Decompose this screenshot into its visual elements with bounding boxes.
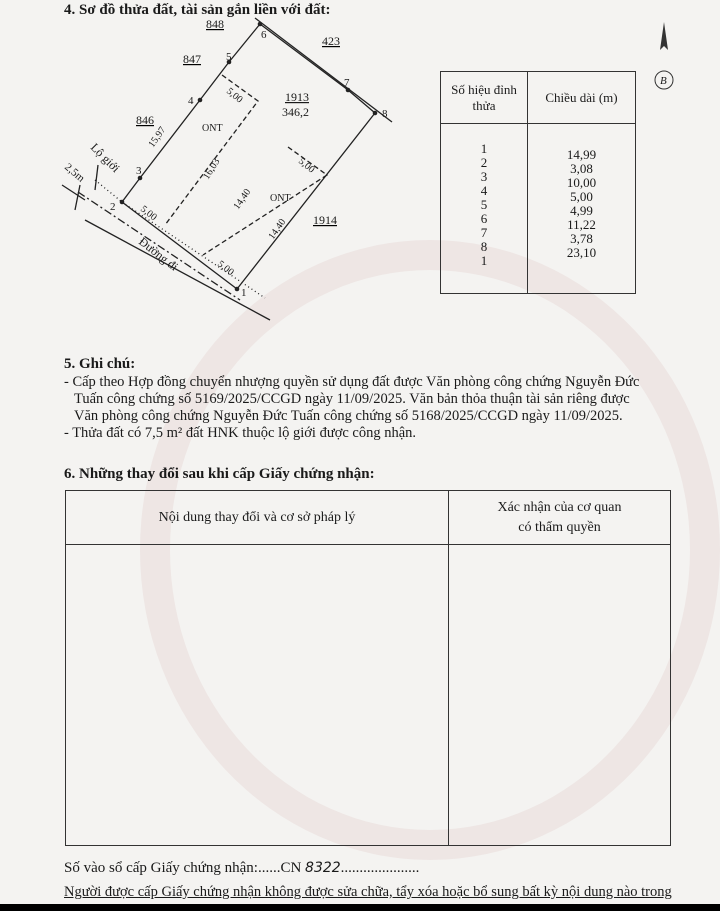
point-1: 1 — [241, 287, 247, 299]
notes — [64, 374, 704, 442]
length-cell: 5,00 — [570, 189, 593, 204]
length-cell: 3,08 — [570, 161, 593, 176]
point-6: 6 — [261, 29, 267, 41]
vertex-cell: 6 — [480, 211, 488, 226]
neighbor-847: 847 — [183, 52, 201, 66]
lo-gioi-label: Lộ giới — [87, 140, 123, 176]
segment-length-table — [440, 71, 636, 294]
length-cell: 3,78 — [570, 231, 593, 246]
vertex-cell: 3 — [480, 169, 488, 184]
length-cell: 10,00 — [566, 175, 597, 190]
vertex-cell: 1 — [480, 141, 488, 156]
dim-5-c: 5,00 — [138, 203, 159, 224]
neighbor-423: 423 — [322, 34, 340, 48]
register-label: Số vào sổ cấp Giấy chứng nhận: — [64, 860, 258, 876]
vertex-cell: 7 — [480, 225, 488, 240]
road-edge — [85, 220, 270, 320]
changes-cell[interactable] — [66, 545, 449, 846]
dim-14-40-b: 14,40 — [266, 216, 289, 242]
point-4: 4 — [188, 95, 194, 107]
note-line: - Cấp theo Hợp đồng chuyển nhượng quyền sử dụng đất được Văn phòng công chứng Nguyễn Đức — [64, 374, 640, 390]
road-label: Đường đi — [136, 234, 181, 274]
land-type-1: ONT — [202, 123, 223, 134]
length-cell: 11,22 — [567, 217, 596, 232]
register-prefix: CN — [280, 860, 302, 876]
land-type-2: ONT — [270, 193, 291, 204]
point-7: 7 — [344, 77, 350, 89]
dim-14-40-a: 14,40 — [231, 186, 254, 212]
parcel-number: 1913 — [285, 90, 309, 104]
col-changes: Nội dung thay đổi và cơ sở pháp lý — [66, 491, 449, 545]
dim-15-97: 15,97 — [146, 124, 169, 150]
header-length: Chiều dài (m) — [545, 89, 618, 105]
point-8: 8 — [382, 108, 388, 120]
neighbor-848: 848 — [206, 17, 224, 31]
confirmation-cell[interactable] — [449, 545, 671, 846]
header-vertex: Số hiệu đỉnh thửa — [441, 72, 528, 124]
note-line: Văn phòng công chứng Nguyễn Đức Tuấn công chứng số 5168/2025/CCGD ngày 11/09/2025. — [74, 408, 623, 424]
section4-title: 4. Sơ đồ thửa đất, tài sản gắn liền với đất: — [64, 2, 331, 18]
dim-16-03: 16,03 — [201, 156, 223, 182]
point-2: 2 — [110, 201, 116, 213]
vertex-cell: 4 — [480, 183, 488, 198]
vertex-cell: 1 — [480, 253, 488, 268]
vertex-cell: 8 — [480, 239, 488, 254]
point-3: 3 — [136, 165, 142, 177]
section6-title: 6. Những thay đổi sau khi cấp Giấy chứng nhận: — [64, 466, 375, 482]
length-column — [528, 124, 636, 294]
dim-5-d: 5,00 — [215, 258, 236, 279]
vertex-cell: 2 — [480, 155, 488, 170]
col-confirmation: Xác nhận của cơ quan có thẩm quyền — [497, 499, 622, 535]
dim-5-a: 5,00 — [224, 85, 245, 106]
register-number: 8322 — [305, 860, 341, 876]
point-5: 5 — [226, 51, 232, 63]
parcel-diagram — [0, 0, 440, 330]
length-cell: 14,99 — [566, 147, 597, 162]
length-cell: 4,99 — [570, 203, 593, 218]
footer-text: Người được cấp Giấy chứng nhận không được sửa chữa, tẩy xóa hoặc bổ sung bất kỳ nội dung nào trong — [64, 884, 672, 900]
parcel-area: 346,2 — [282, 105, 309, 119]
section5-title: 5. Ghi chú: — [64, 356, 136, 372]
road-width-label: 2,5m — [62, 161, 87, 185]
note-line: - Thửa đất có 7,5 m² đất HNK thuộc lộ giới được công nhận. — [64, 425, 417, 441]
neighbor-1914: 1914 — [313, 213, 337, 227]
vertex-cell: 5 — [480, 197, 488, 212]
dim-5-b: 5,00 — [296, 155, 317, 176]
compass-seal-icon — [652, 20, 676, 100]
vertex-column — [441, 124, 528, 294]
svg-text:B: B — [660, 75, 667, 87]
changes-table — [65, 490, 671, 846]
length-cell: 23,10 — [566, 245, 597, 260]
register-line: Số vào sổ cấp Giấy chứng nhận:......CN 8322..................... — [64, 860, 420, 876]
neighbor-846: 846 — [136, 113, 154, 127]
note-line: Tuấn công chứng số 5169/2025/CCGD ngày 11/09/2025. Văn bản thỏa thuận tài sản riêng được — [74, 391, 630, 407]
bottom-bar — [0, 904, 720, 911]
